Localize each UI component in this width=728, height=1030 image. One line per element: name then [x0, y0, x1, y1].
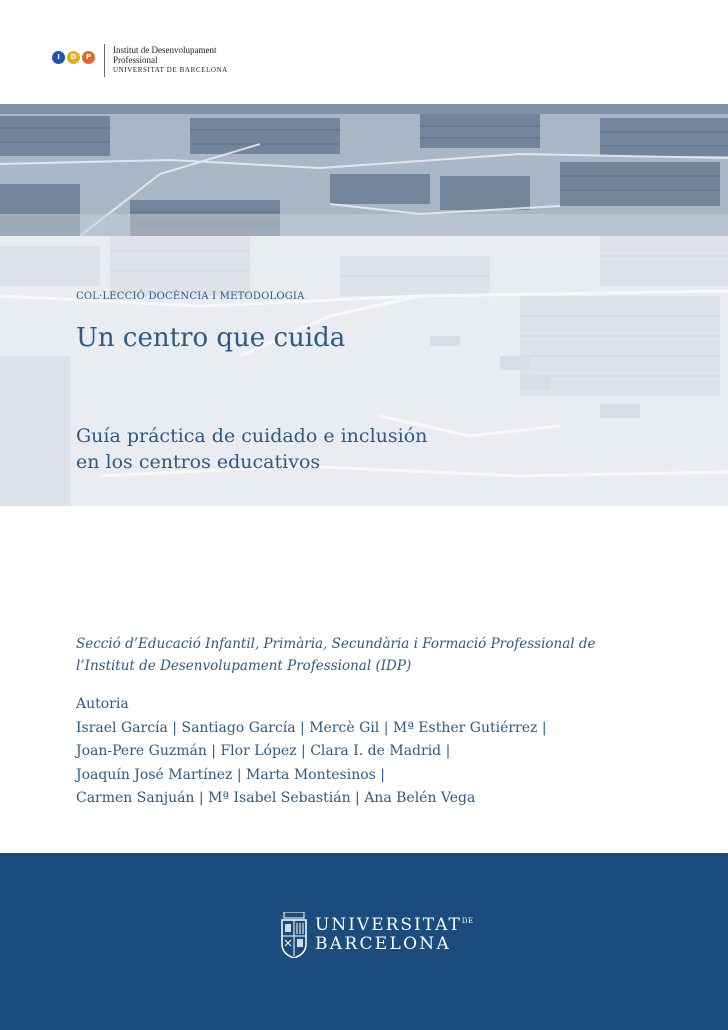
org-name-line3: UNIVERSITAT DE BARCELONA	[113, 66, 228, 74]
university-word: UNIVERSITAT	[315, 915, 462, 935]
collection-name: COL·LECCIÓ DOCÈNCIA I METODOLOGIA	[76, 291, 305, 302]
section-credit	[76, 633, 686, 677]
subtitle-line1: Guía práctica de cuidado e inclusión	[76, 425, 428, 447]
author-line: Joaquín José Martínez | Marta Montesinos |	[76, 766, 385, 783]
idp-logo-letter-i: I	[52, 51, 65, 64]
org-name-line1: Institut de Desenvolupament	[113, 45, 217, 55]
section-credit-line1: Secció d’Educació Infantil, Primària, Secundària i Formació Professional de	[76, 636, 596, 652]
library-photo-dark-drawing	[0, 104, 728, 236]
ub-shield-icon	[281, 912, 307, 958]
authors-block	[76, 693, 696, 811]
org-name	[113, 45, 228, 75]
footer-band	[0, 853, 728, 1030]
book-title: Un centro que cuida	[76, 323, 346, 353]
university-de: DE	[461, 917, 474, 925]
logo-divider	[104, 44, 105, 77]
authors-heading: Autoria	[76, 696, 129, 712]
idp-logo-letter-p: P	[82, 51, 95, 64]
author-line: Joan-Pere Guzmán | Flor López | Clara I. de Madrid |	[76, 743, 451, 759]
book-subtitle	[76, 423, 636, 475]
org-name-line2: Professional	[113, 55, 158, 65]
section-credit-line2: l’Institut de Desenvolupament Professional (IDP)	[76, 658, 412, 674]
library-photo-dark	[0, 104, 728, 236]
author-line: Carmen Sanjuán | Mª Isabel Sebastián | Ana Belén Vega	[76, 790, 476, 806]
university-name-line2: BARCELONA	[315, 934, 452, 954]
idp-logo-letter-d: D	[67, 51, 80, 64]
header	[0, 0, 728, 104]
author-line: Israel García | Santiago García | Mercè Gil | Mª Esther Gutiérrez |	[76, 719, 547, 736]
university-name-line1	[315, 915, 474, 935]
subtitle-line2: en los centros educativos	[76, 451, 321, 473]
